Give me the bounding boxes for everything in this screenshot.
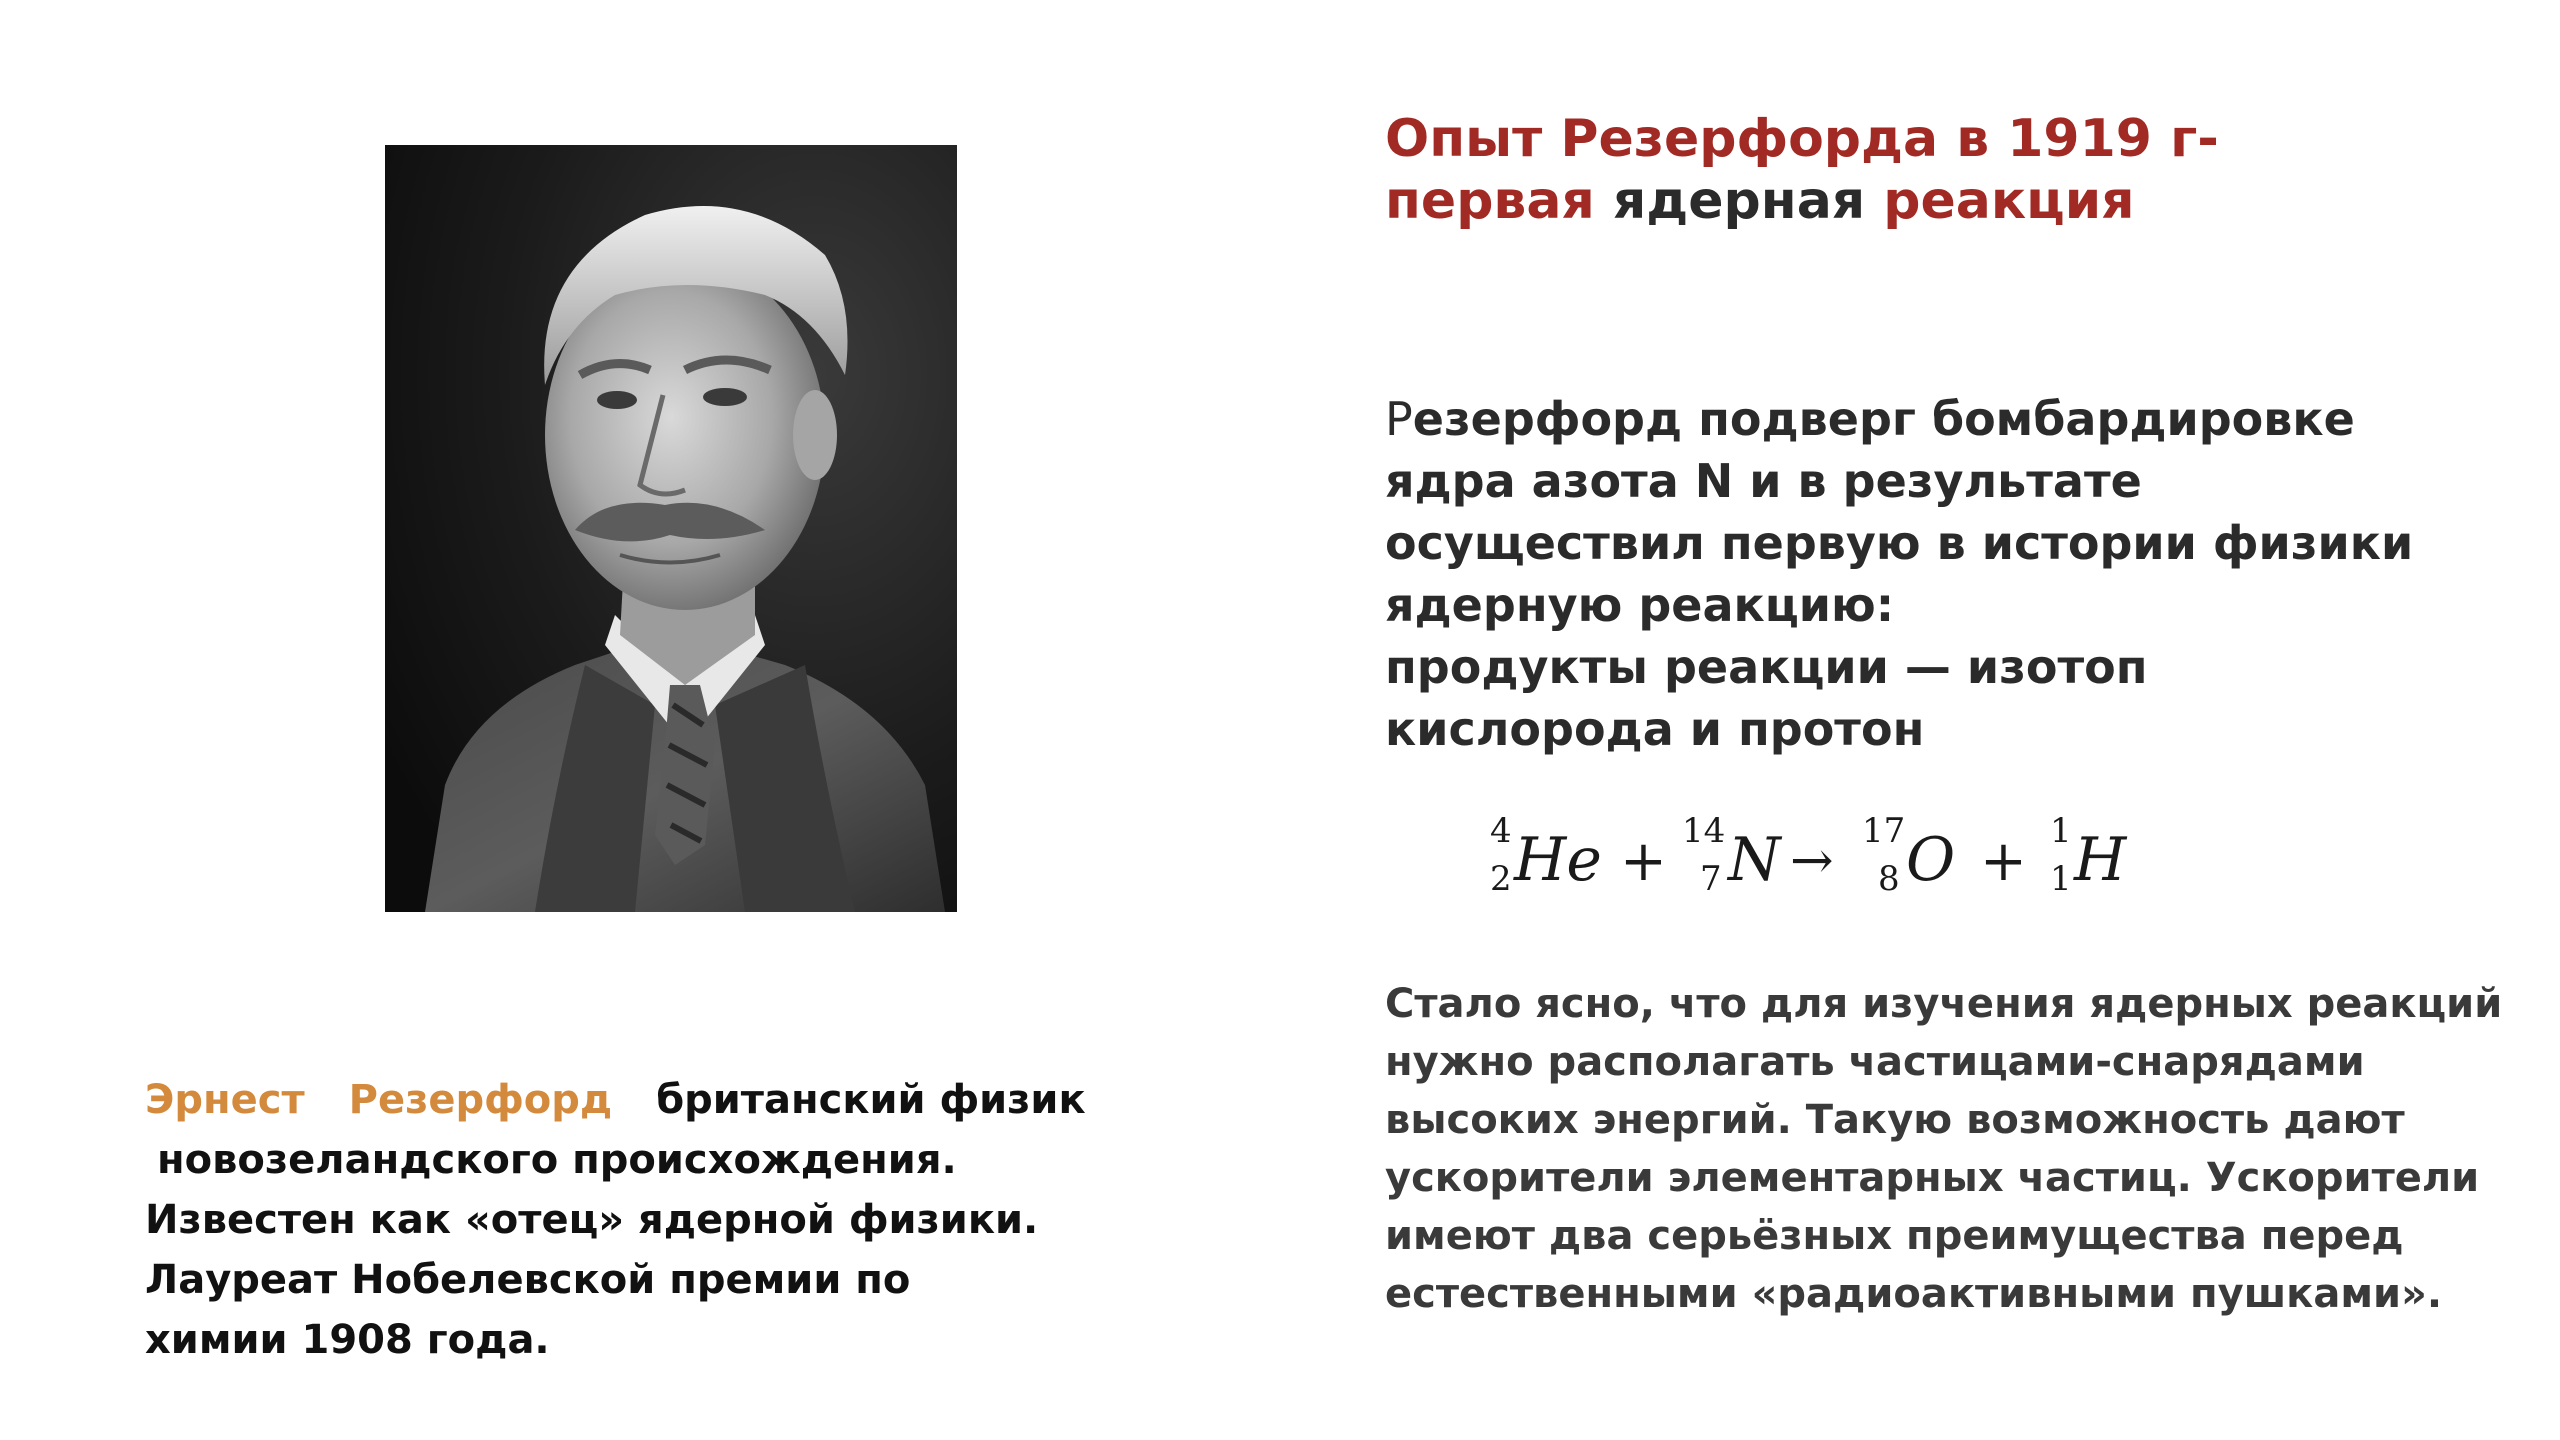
plus-sign-1: + [1620,829,1667,894]
caption-line-2 [145,1130,1145,1190]
slide-title [1385,108,2485,232]
plus-sign-2: + [1980,829,2027,894]
he-symbol: He [1514,825,1602,895]
h-symbol: H [2074,825,2127,895]
h-mass-number: 1 [2050,811,2072,851]
title-line-2 [1385,170,2485,232]
n-mass-number: 14 [1682,811,1726,851]
equation-graphic [1490,800,2190,910]
o-mass-number: 17 [1862,811,1906,851]
he-charge-number: 2 [1490,859,1512,899]
h-charge-number: 1 [2050,859,2072,899]
main-line-4: ядерную реакцию: [1385,578,1895,632]
secondary-line-4: ускорители элементарных частиц. Ускорители [1385,1155,2480,1201]
secondary-line-5: имеют два серьёзных преимущества перед [1385,1213,2404,1259]
o-symbol: O [1906,825,1956,895]
caption-first-name: Эрнест [145,1077,305,1123]
portrait-illustration [385,145,957,912]
main-line-1-rest: езерфорд подверг бомбардировке [1412,392,2355,446]
caption-line-5: химии 1908 года. [145,1317,550,1363]
caption-line-2-text: новозеландского происхождения. [157,1137,957,1183]
title-text-2: г- [2151,109,2219,169]
title-text-3: первая [1385,171,1613,231]
secondary-line-2: нужно располагать частицами-снарядами [1385,1039,2365,1085]
caption-last-name: Резерфорд [348,1077,613,1123]
o-charge-number: 8 [1878,859,1900,899]
main-line-6: кислорода и протон [1385,702,1925,756]
caption-line-3: Известен как «отец» ядерной физики. [145,1197,1039,1243]
main-line-1 [1385,388,2435,450]
title-text-4: ядерная [1612,171,1884,231]
main-paragraph [1385,388,2435,760]
he-mass-number: 4 [1490,811,1512,851]
portrait-caption [145,1070,1145,1370]
main-first-letter: Р [1385,392,1413,446]
caption-line-1-rest: британский физик [656,1077,1086,1123]
reaction-arrow: → [1790,831,1834,891]
title-text-5: реакция [1883,171,2135,231]
secondary-line-3: высоких энергий. Такую возможность дают [1385,1097,2405,1143]
secondary-line-1: Стало ясно, что для изучения ядерных реакций [1385,981,2503,1027]
title-text-1: Опыт Резерфорда в [1385,109,2008,169]
main-line-2: ядра азота N и в результате [1385,454,2142,508]
caption-line-1 [145,1070,1145,1130]
title-line-1 [1385,108,2485,170]
rutherford-portrait-photo [385,145,957,912]
n-symbol: N [1728,825,1781,895]
secondary-line-6: естественными «радиоактивными пушками». [1385,1271,2443,1317]
nuclear-reaction-equation [1490,800,2190,910]
main-line-5: продукты реакции — изотоп [1385,640,2148,694]
n-charge-number: 7 [1700,859,1722,899]
main-line-3: осуществил первую в истории физики [1385,516,2414,570]
secondary-paragraph [1385,975,2505,1323]
caption-line-4: Лауреат Нобелевской премии по [145,1257,911,1303]
title-year: 1919 [2007,109,2152,169]
